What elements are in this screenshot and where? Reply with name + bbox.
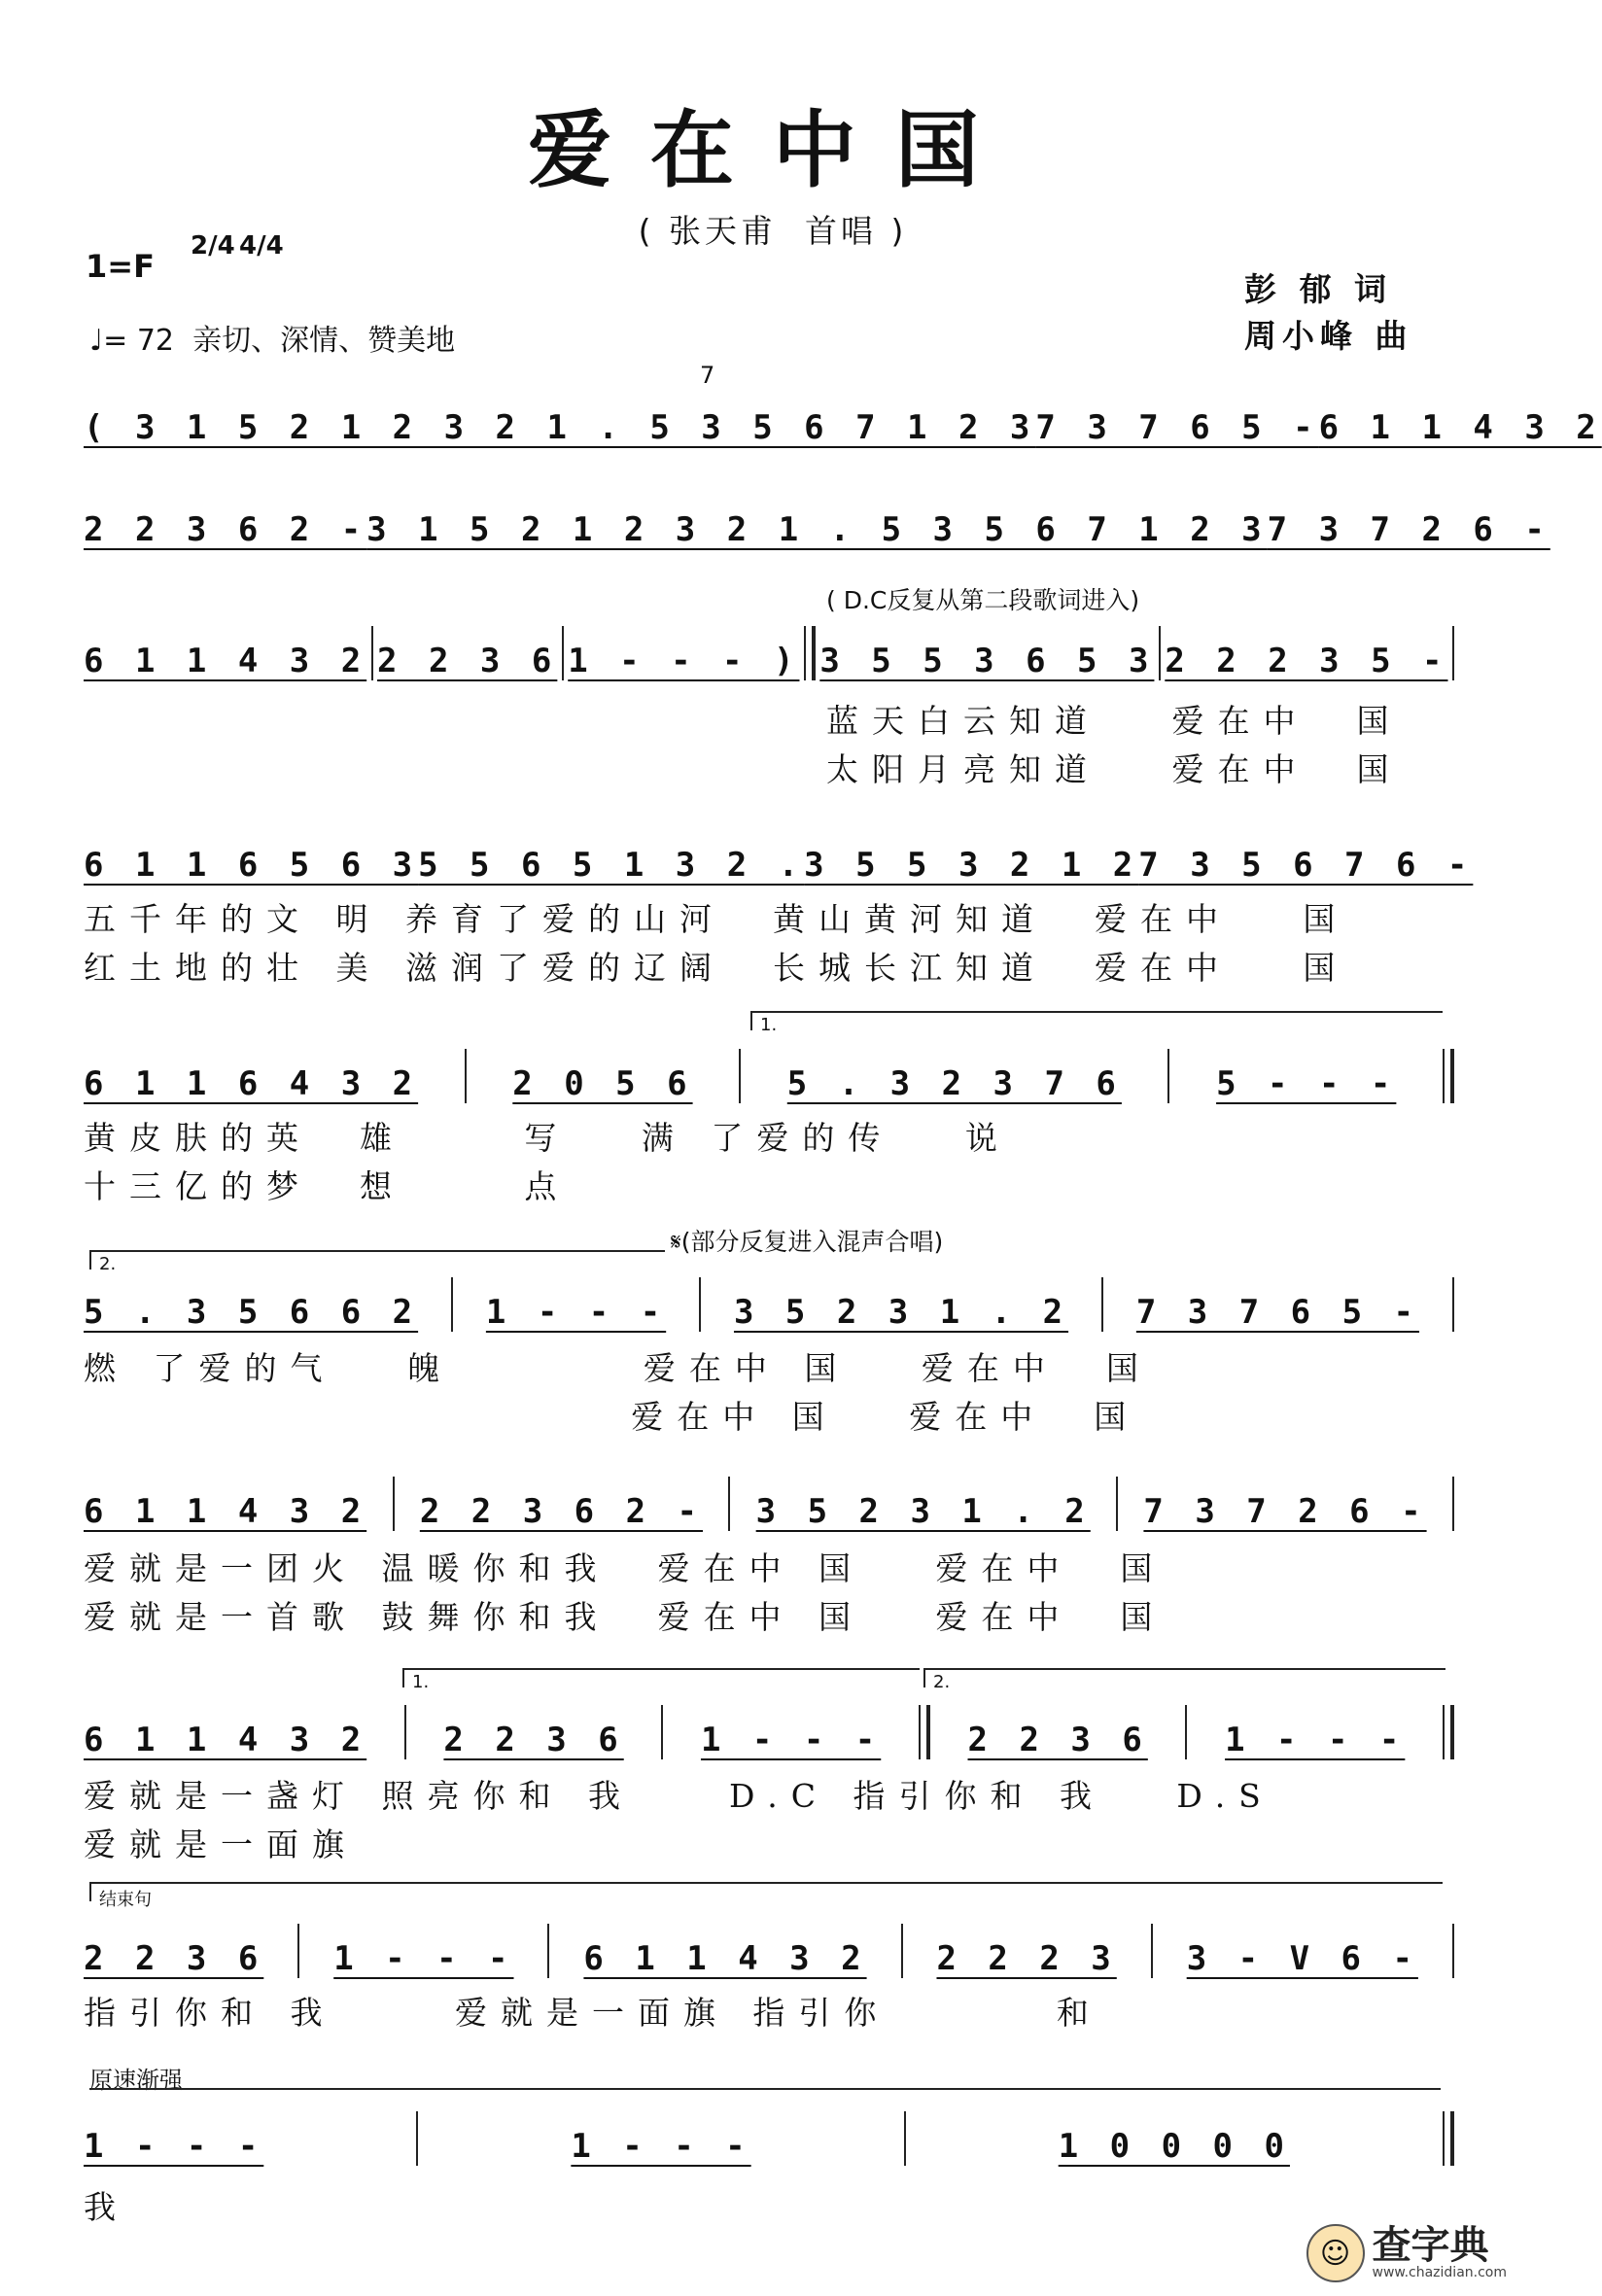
score-row-9 — [84, 1920, 1454, 1978]
lyric-line: 爱就是一盏灯 照亮你和 我 D.C 指引你和 我 D.S — [84, 1777, 1274, 1815]
ending-label: 结束句 — [99, 1890, 152, 1910]
volta-1-b — [402, 1668, 920, 1692]
measure: 6 1 1 6 4 3 2 — [84, 1064, 419, 1103]
lyric-line: 太阳月亮知道 爱在中 国 — [826, 750, 1403, 788]
score-row-1 — [84, 389, 1602, 447]
measure: 5 - - - — [1216, 1064, 1397, 1103]
score-row-5 — [84, 1045, 1454, 1103]
measure: 7 3 7 6 5 - — [1135, 1293, 1420, 1332]
measure: 2 2 3 6 — [84, 1939, 264, 1978]
measure: 1 - - - — [1225, 1721, 1406, 1759]
measure: 2 2 3 6 — [377, 642, 558, 680]
subtitle: ( 张天甫 首唱 ) — [638, 212, 908, 250]
barline — [562, 626, 564, 680]
watermark — [1306, 2224, 1507, 2282]
barline — [451, 1277, 453, 1332]
measure: ( 3 1 5 2 1 2 3 2 1 . 5 3 5 6 7 1 2 3 — [84, 408, 1036, 447]
double-barline — [919, 1705, 930, 1759]
tempo-marking: ♩= 72 亲切、深情、赞美地 — [89, 324, 456, 358]
barline — [1452, 1277, 1454, 1332]
measure: 3 5 5 3 2 1 2 — [804, 846, 1139, 885]
lyric-line: 指引你和 我 爱就是一面旗 指引你 和 — [84, 1994, 1102, 2032]
lyric-line: 燃 了爱的气 魄 爱在中 国 爱在中 国 — [84, 1349, 1152, 1387]
volta-1 — [750, 1011, 1443, 1035]
lyric-line: 黄皮肤的英 雄 写 满 了爱的传 说 — [84, 1119, 1011, 1157]
watermark-name: 查字典 — [1372, 2223, 1489, 2268]
barline — [393, 1477, 395, 1531]
tuplet-mark: 7 — [700, 362, 715, 389]
mascot-icon: ☺ — [1306, 2224, 1365, 2282]
barline — [465, 1049, 467, 1103]
measure: 2 2 3 6 2 - — [84, 510, 367, 549]
barline — [904, 2111, 906, 2166]
segno-annotation: 𝄋(部分反复进入混声合唱) — [671, 1228, 944, 1256]
composer: 周小峰 曲 — [1244, 317, 1413, 355]
measure: 6 1 1 6 5 6 3 — [84, 846, 419, 885]
lyric-line: 红土地的壮 美 滋润了爱的辽阔 长城长江知道 爱在中 国 — [84, 949, 1349, 987]
barline — [416, 2111, 418, 2166]
barline — [404, 1705, 406, 1759]
measure: 1 - - - — [700, 1721, 882, 1759]
measure: 6 1 1 4 3 2 — [84, 1492, 367, 1531]
measure: 7 3 7 2 6 - — [1143, 1492, 1427, 1531]
score-row-4 — [84, 826, 1474, 885]
volta-label: 2. — [99, 1254, 117, 1274]
score-row-3 — [84, 622, 1454, 680]
barline — [1159, 626, 1161, 680]
barline — [371, 626, 373, 680]
barline — [1452, 1924, 1454, 1978]
barline — [1101, 1277, 1103, 1332]
measure: 3 5 5 3 6 5 3 — [819, 642, 1155, 680]
measure: 1 0 0 0 0 — [1058, 2127, 1290, 2166]
key-signature: 1=F — [86, 248, 155, 285]
measure: 2 2 3 6 — [967, 1721, 1148, 1759]
lyric-line: 爱就是一首歌 鼓舞你和我 爱在中 国 爱在中 国 — [84, 1598, 1167, 1636]
measure: 2 0 5 6 — [512, 1064, 693, 1103]
measure: 6 1 1 4 3 2 — [583, 1939, 867, 1978]
measure: 7 3 7 2 6 - — [1267, 510, 1550, 549]
double-barline — [1443, 1705, 1454, 1759]
barline — [739, 1049, 741, 1103]
page-title: 爱在中国 — [528, 102, 1018, 199]
score-row-7 — [84, 1473, 1454, 1531]
measure: 6 1 1 4 3 2 — [1318, 408, 1602, 447]
lyric-line: 爱就是一团火 温暖你和我 爱在中 国 爱在中 国 — [84, 1549, 1167, 1587]
measure: 3 5 2 3 1 . 2 — [733, 1293, 1069, 1332]
measure: 1 - - - ) — [568, 642, 800, 680]
volta-2-b — [923, 1668, 1445, 1692]
lyric-line: 蓝天白云知道 爱在中 国 — [826, 702, 1403, 740]
barline — [1151, 1924, 1153, 1978]
measure: 1 - - - — [84, 2127, 264, 2166]
dc-annotation: ( D.C反复从第二段歌词进入) — [826, 586, 1140, 614]
measure: 2 2 3 6 2 - — [419, 1492, 703, 1531]
lyric-line: 十三亿的梦 想 点 — [84, 1167, 571, 1205]
measure: 2 2 3 6 — [443, 1721, 624, 1759]
measure: 5 . 3 2 3 7 6 — [786, 1064, 1122, 1103]
lyricist: 彭 郁 词 — [1244, 270, 1392, 308]
measure: 7 3 7 6 5 - — [1035, 408, 1319, 447]
time-signature-2: 4/4 — [239, 231, 284, 261]
measure: 7 3 5 6 7 6 - — [1138, 846, 1474, 885]
score-row-8 — [84, 1701, 1454, 1759]
lyric-line: 我 — [84, 2188, 129, 2226]
score-row-10 — [84, 2107, 1454, 2166]
barline — [699, 1277, 701, 1332]
watermark-url: www.chazidian.com — [1372, 2265, 1507, 2280]
lyric-line: 爱在中 国 爱在中 国 — [84, 1398, 1140, 1436]
measure: 5 5 6 5 1 3 2 . — [418, 846, 805, 885]
volta-2 — [89, 1250, 665, 1274]
score-row-2 — [84, 491, 1550, 549]
measure: 1 - - - — [571, 2127, 751, 2166]
measure: 2 2 2 3 — [936, 1939, 1117, 1978]
repeat-barline — [1443, 1049, 1454, 1103]
score-row-6 — [84, 1273, 1454, 1332]
volta-label: 1. — [412, 1672, 430, 1692]
measure: 3 - V 6 - — [1186, 1939, 1418, 1978]
measure: 3 1 5 2 1 2 3 2 1 . 5 3 5 6 7 1 2 3 — [366, 510, 1268, 549]
ending-bracket — [89, 1882, 1443, 1910]
tempo-change: 原速渐强 — [89, 2067, 183, 2094]
barline — [1452, 626, 1454, 680]
repeat-barline — [804, 626, 816, 680]
crescendo-line — [89, 2088, 1441, 2107]
measure: 2 2 2 3 5 - — [1165, 642, 1448, 680]
barline — [901, 1924, 903, 1978]
barline — [547, 1924, 549, 1978]
final-barline — [1443, 2111, 1454, 2166]
volta-label: 1. — [760, 1015, 778, 1035]
lyric-line: 爱就是一面旗 — [84, 1826, 358, 1863]
barline — [297, 1924, 299, 1978]
time-signature-1: 2/4 — [191, 231, 235, 261]
measure: 5 . 3 5 6 6 2 — [84, 1293, 419, 1332]
volta-label: 2. — [933, 1672, 951, 1692]
barline — [1167, 1049, 1169, 1103]
lyric-line: 五千年的文 明 养育了爱的山河 黄山黄河知道 爱在中 国 — [84, 900, 1349, 938]
measure: 1 - - - — [333, 1939, 514, 1978]
barline — [1185, 1705, 1187, 1759]
barline — [1116, 1477, 1118, 1531]
barline — [661, 1705, 663, 1759]
measure: 6 1 1 4 3 2 — [84, 642, 367, 680]
barline — [1452, 1477, 1454, 1531]
measure: 1 - - - — [485, 1293, 667, 1332]
barline — [728, 1477, 730, 1531]
measure: 6 1 1 4 3 2 — [84, 1721, 367, 1759]
measure: 3 5 2 3 1 . 2 — [755, 1492, 1091, 1531]
